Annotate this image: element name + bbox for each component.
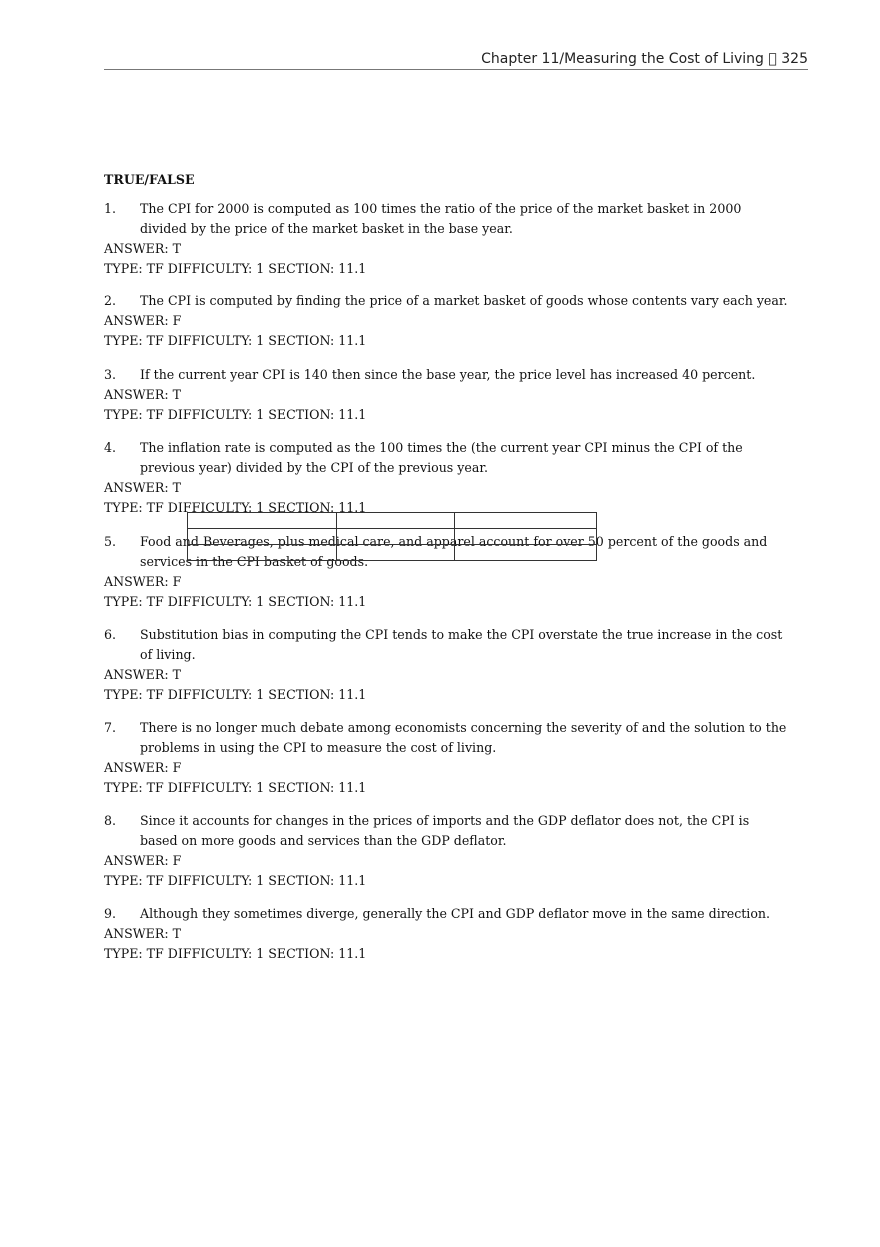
table-cell <box>188 529 337 545</box>
page-number: 325 <box>781 51 808 67</box>
type-line: TYPE: TF DIFFICULTY: 1 SECTION: 11.1 <box>104 687 367 702</box>
question-text: There is no longer much debate among economists concerning the severity of and the solution to the <box>140 720 787 735</box>
question-text: The CPI is computed by finding the price of a market basket of goods whose contents vary each year. <box>140 293 788 308</box>
type-line: TYPE: TF DIFFICULTY: 1 SECTION: 11.1 <box>104 333 367 348</box>
question-number: 1. <box>104 201 117 216</box>
question-text: previous year) divided by the CPI of the previous year. <box>140 460 488 475</box>
question-text: If the current year CPI is 140 then since the base year, the price level has increased 40 percent. <box>140 367 756 382</box>
type-line: TYPE: TF DIFFICULTY: 1 SECTION: 11.1 <box>104 407 367 422</box>
question-text: The inflation rate is computed as the 100 times the (the current year CPI minus the CPI of the <box>140 440 743 455</box>
type-line: TYPE: TF DIFFICULTY: 1 SECTION: 11.1 <box>104 500 367 515</box>
running-header <box>481 51 808 67</box>
question-text: Substitution bias in computing the CPI tends to make the CPI overstate the true increase in the cost <box>140 627 783 642</box>
answer-line: ANSWER: T <box>104 241 182 256</box>
question-number: 6. <box>104 627 117 642</box>
answer-line: ANSWER: F <box>104 313 182 328</box>
type-line: TYPE: TF DIFFICULTY: 1 SECTION: 11.1 <box>104 780 367 795</box>
type-line: TYPE: TF DIFFICULTY: 1 SECTION: 11.1 <box>104 946 367 961</box>
question-text: of living. <box>140 647 196 662</box>
question-text: services in the CPI basket of goods. <box>140 554 369 569</box>
answer-line: ANSWER: F <box>104 760 182 775</box>
table-cell <box>337 529 455 545</box>
answer-line: ANSWER: T <box>104 387 182 402</box>
question-number: 8. <box>104 813 117 828</box>
table-cell <box>337 513 455 529</box>
table-cell <box>337 545 455 561</box>
question-text: The CPI for 2000 is computed as 100 times the ratio of the price of the market basket in 2000 <box>140 201 742 216</box>
type-line: TYPE: TF DIFFICULTY: 1 SECTION: 11.1 <box>104 261 367 276</box>
question-text: Since it accounts for changes in the prices of imports and the GDP deflator does not, the CPI is <box>140 813 750 828</box>
question-number: 3. <box>104 367 117 382</box>
question-number: 5. <box>104 534 117 549</box>
question-text: divided by the price of the market basket in the base year. <box>140 221 513 236</box>
table-cell <box>455 529 597 545</box>
header-title: Chapter 11/Measuring the Cost of Living <box>481 51 764 67</box>
answer-line: ANSWER: F <box>104 574 182 589</box>
answer-line: ANSWER: T <box>104 667 182 682</box>
question-number: 4. <box>104 440 117 455</box>
answer-line: ANSWER: F <box>104 853 182 868</box>
question-text: Although they sometimes diverge, generally the CPI and GDP deflator move in the same direction. <box>140 906 771 921</box>
table-cell <box>188 513 337 529</box>
question-number: 2. <box>104 293 117 308</box>
answer-line: ANSWER: T <box>104 480 182 495</box>
header-separator <box>768 51 776 67</box>
question-text: based on more goods and services than the GDP deflator. <box>140 833 507 848</box>
question-number: 7. <box>104 720 117 735</box>
answer-line: ANSWER: T <box>104 926 182 941</box>
table-cell <box>188 545 337 561</box>
type-line: TYPE: TF DIFFICULTY: 1 SECTION: 11.1 <box>104 594 367 609</box>
type-line: TYPE: TF DIFFICULTY: 1 SECTION: 11.1 <box>104 873 367 888</box>
section-title: TRUE/FALSE <box>104 172 195 187</box>
question-text: problems in using the CPI to measure the cost of living. <box>140 740 497 755</box>
table-cell <box>455 513 597 529</box>
header-rule <box>104 69 808 70</box>
question-number: 9. <box>104 906 117 921</box>
empty-table <box>187 512 597 561</box>
table-cell <box>455 545 597 561</box>
question-text: Food and Beverages, plus medical care, and apparel account for over 50 percent of the goods and <box>140 534 768 549</box>
